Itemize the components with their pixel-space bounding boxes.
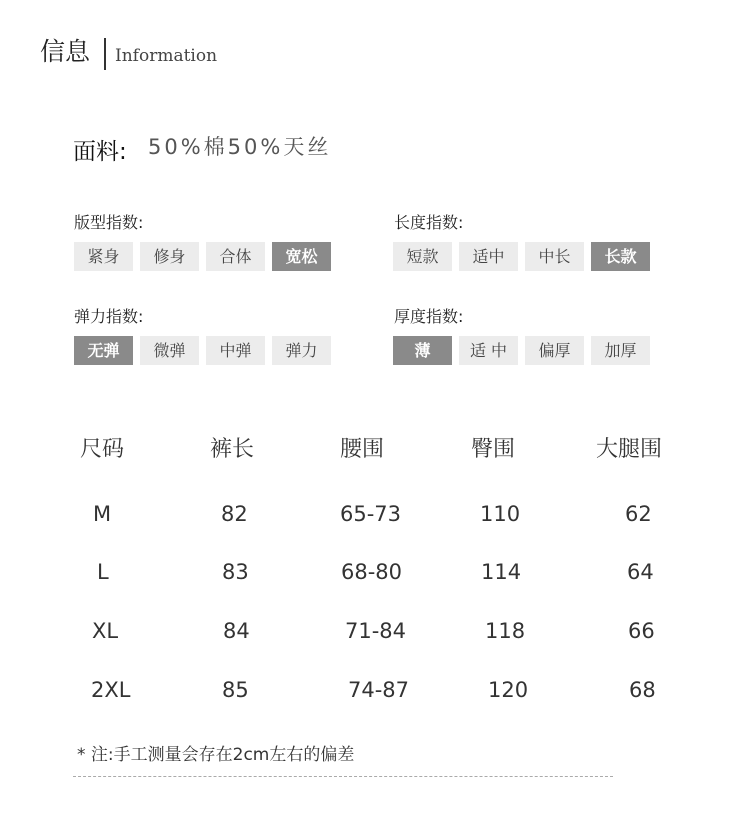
section-subtitle: Information xyxy=(115,46,218,66)
table-cell-hip: 110 xyxy=(480,502,521,526)
fit-index-options xyxy=(74,242,331,271)
elasticity-option-stretch: 弹力 xyxy=(272,336,331,365)
table-cell-size: XL xyxy=(92,619,119,643)
elasticity-index-label: 弹力指数: xyxy=(74,307,144,326)
fit-index-label: 版型指数: xyxy=(74,213,144,232)
table-cell-length: 83 xyxy=(222,560,249,584)
fit-option-loose: 宽松 xyxy=(272,242,331,271)
table-cell-size: 2XL xyxy=(91,678,131,702)
table-cell-waist: 68-80 xyxy=(341,560,403,584)
table-cell-size: M xyxy=(93,502,112,526)
table-cell-waist: 74-87 xyxy=(348,678,410,702)
thickness-option-thin: 薄 xyxy=(393,336,452,365)
length-index-label: 长度指数: xyxy=(394,213,464,232)
table-cell-thigh: 68 xyxy=(629,678,656,702)
length-option-medium: 适中 xyxy=(459,242,518,271)
table-cell-length: 82 xyxy=(221,502,248,526)
thickness-option-thick: 偏厚 xyxy=(525,336,584,365)
fabric-label: 面料: xyxy=(73,139,127,165)
length-option-midlong: 中长 xyxy=(525,242,584,271)
length-index-options xyxy=(393,242,650,271)
thigh-header: 大腿围 xyxy=(596,437,663,462)
table-cell-waist: 65-73 xyxy=(340,502,402,526)
table-cell-thigh: 64 xyxy=(627,560,654,584)
waist-header: 腰围 xyxy=(340,437,385,462)
section-title: 信息 xyxy=(40,37,91,66)
length-option-long: 长款 xyxy=(591,242,650,271)
fit-option-slim: 修身 xyxy=(140,242,199,271)
thickness-option-extra-thick: 加厚 xyxy=(591,336,650,365)
table-cell-length: 84 xyxy=(223,619,250,643)
dashed-divider xyxy=(73,776,613,777)
hip-header: 臀围 xyxy=(471,437,516,462)
table-cell-hip: 120 xyxy=(488,678,529,702)
size-header: 尺码 xyxy=(80,437,125,462)
title-divider xyxy=(104,38,106,70)
fit-option-tight: 紧身 xyxy=(74,242,133,271)
table-cell-hip: 118 xyxy=(485,619,526,643)
length-header: 裤长 xyxy=(210,437,255,462)
elasticity-option-medium: 中弹 xyxy=(206,336,265,365)
table-cell-waist: 71-84 xyxy=(345,619,407,643)
fabric-value: 50%棉50%天丝 xyxy=(148,135,332,159)
fit-option-regular: 合体 xyxy=(206,242,265,271)
table-cell-thigh: 62 xyxy=(625,502,652,526)
elasticity-option-none: 无弹 xyxy=(74,336,133,365)
table-cell-length: 85 xyxy=(222,678,249,702)
length-option-short: 短款 xyxy=(393,242,452,271)
thickness-index-options xyxy=(393,336,650,365)
elasticity-option-slight: 微弹 xyxy=(140,336,199,365)
measurement-note: * 注:手工测量会存在2cm左右的偏差 xyxy=(77,745,355,765)
table-cell-hip: 114 xyxy=(481,560,522,584)
thickness-index-label: 厚度指数: xyxy=(394,307,464,326)
table-cell-size: L xyxy=(97,560,109,584)
table-cell-thigh: 66 xyxy=(628,619,655,643)
thickness-option-medium: 适 中 xyxy=(459,336,518,365)
elasticity-index-options xyxy=(74,336,331,365)
